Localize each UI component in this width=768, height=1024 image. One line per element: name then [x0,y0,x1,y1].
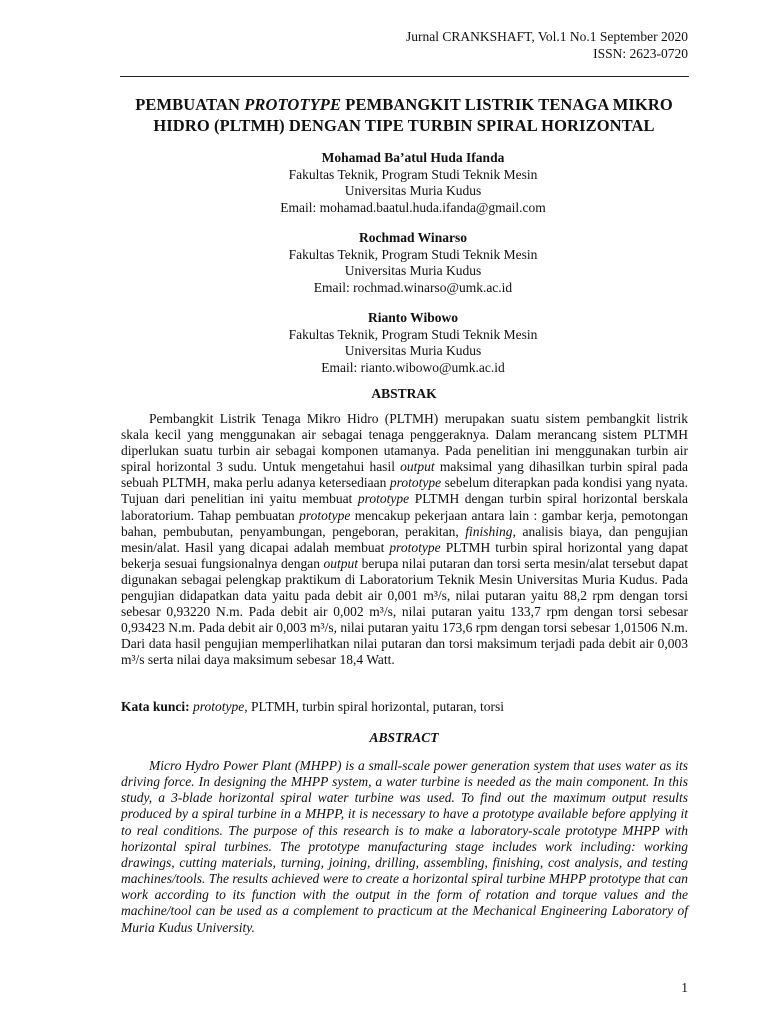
author-list [110,150,716,390]
author-block [110,310,716,376]
title-part-italic: PROTOTYPE [244,95,342,114]
author-block [110,230,716,296]
title-line-2: HIDRO (PLTMH) DENGAN TIPE TURBIN SPIRAL HORIZONTAL [153,116,655,135]
abstrak-segment: PLTMH dengan turbin spiral horizontal berskala laboratorium. Tahap pembuatan [121,491,689,523]
abstrak-paragraph [121,411,688,669]
keywords-rest: , PLTMH, turbin spiral horizontal, putaran, torsi [244,699,504,714]
header-divider [120,76,689,77]
author-email: Email: mohamad.baatul.huda.ifanda@gmail.com [280,199,546,215]
abstract-heading: ABSTRACT [369,730,439,745]
author-name: Rianto Wibowo [368,310,458,325]
journal-header [406,28,688,62]
author-email: Email: rochmad.winarso@umk.ac.id [313,279,513,295]
abstrak-segment: prototype [389,475,442,491]
author-name: Mohamad Ba’atul Huda Ifanda [321,150,505,165]
keywords-label: Kata kunci: [121,699,190,714]
abstrak-segment: , analisis biaya, dan pengujian mesin/alat. Hasil yang dicapai adalah membuat [121,523,688,555]
abstrak-heading: ABSTRAK [371,386,437,401]
title-part-post: PEMBANGKIT LISTRIK TENAGA MIKRO [341,95,673,114]
author-university: Universitas Muria Kudus [344,343,482,358]
abstrak-segment: output [400,459,435,475]
keywords-line [121,699,688,715]
keyword-italic: prototype [193,699,245,714]
abstract-paragraph: Micro Hydro Power Plant (MHPP) is a small-scale power generation system that uses water as its driving force. In designing the MHPP system, a water turbine is needed as the main component. In this study, a 3-blade horizontal spiral water turbine was used. To find out the maximum output results produced by a spiral turbine in a MHPP, it is necessary to have a prototype available before applying it to real conditions. The purpose of this research is to make a laboratory-scale prototype MHPP with horizontal spiral turbines. The prototype manufacturing stage includes work including: working drawings, cutting materials, turning, joining, drilling, assembling, finishing, cost analysis, and testing machines/tools. The results achieved were to create a horizontal spiral turbine MHPP prototype that can work according to its function with the output in the form of rotation and torque values and the machine/tool can be used as a complement to practicum at the Mechanical Engineering Laboratory of Muria Kudus University. [121,758,688,935]
journal-issn: ISSN: 2623-0720 [593,46,688,61]
abstrak-segment: prototype [357,491,410,507]
title-part-pre: PEMBUATAN [135,95,245,114]
abstrak-segment: berupa nilai putaran dan torsi serta mesin/alat tersebut dapat digunakan sebagai pelengkap praktikum di Laboratorium Teknik Mesin Universitas Muria Kudus. Pada pengujian didapatkan data yaitu pada debit air 0,001 m³/s, nilai putaran yaitu 88,2 rpm dengan torsi sebesar 0,93220 N.m. Pada debit air 0,002 m³/s, nilai putaran yaitu 133,7 rpm dengan torsi sebesar 0,93423 N.m. Pada debit air 0,003 m³/s, nilai putaran yaitu 173,6 rpm dengan torsi sebesar 1,01506 N.m. Dari data hasil pengujian memperlihatkan nilai putaran dan torsi maksimum terjadi pada debit air 0,003 m³/s serta nilai daya maksimum sebesar 18,4 Watt. [121,555,688,668]
page-number: 1 [681,980,688,995]
abstrak-segment: PLTMH turbin spiral horizontal yang dapat bekerja sesuai fungsionalnya dengan [121,539,688,571]
journal-citation: Jurnal CRANKSHAFT, Vol.1 No.1 September 2020 [405,29,688,44]
author-name: Rochmad Winarso [359,230,467,245]
author-block [110,150,716,216]
author-university: Universitas Muria Kudus [344,263,482,278]
abstrak-segment: Pembangkit Listrik Tenaga Mikro Hidro (PLTMH) merupakan suatu sistem pembangkit listrik skala kecil yang menggunakan air sebagai tenaga penggeraknya. Dalam merancang sistem PLTMH diperlukan suatu turbin air sebagai komponen utamanya. Pada penelitian ini menggunakan turbin air spiral horizontal 3 sudu. Untuk mengetahui hasil [121,411,688,475]
abstrak-segment: prototype [389,539,441,555]
abstrak-segment: output [323,555,359,571]
abstrak-segment: prototype [299,507,351,523]
abstrak-segment: maksimal yang dihasilkan turbin spiral pada sebuah PLTMH, maka perlu adanya ketersediaan [121,459,688,491]
author-affiliation: Fakultas Teknik, Program Studi Teknik Mesin [288,326,538,342]
author-university: Universitas Muria Kudus [344,183,482,198]
author-email: Email: rianto.wibowo@umk.ac.id [321,359,505,375]
paper-title [100,94,708,136]
author-affiliation: Fakultas Teknik, Program Studi Teknik Mesin [288,246,538,262]
abstrak-segment: mencakup pekerjaan antara lain : gambar kerja, pemotongan bahan, pembubutan, penyambungan, pengeboran, perakitan, [121,507,688,539]
abstrak-segment: finishing [465,523,513,539]
author-affiliation: Fakultas Teknik, Program Studi Teknik Mesin [288,166,538,182]
title-line-1 [100,94,708,115]
abstrak-segment: sebelum diterapkan pada kondisi yang nyata. Tujuan dari penelitian ini yaitu membuat [121,475,688,507]
